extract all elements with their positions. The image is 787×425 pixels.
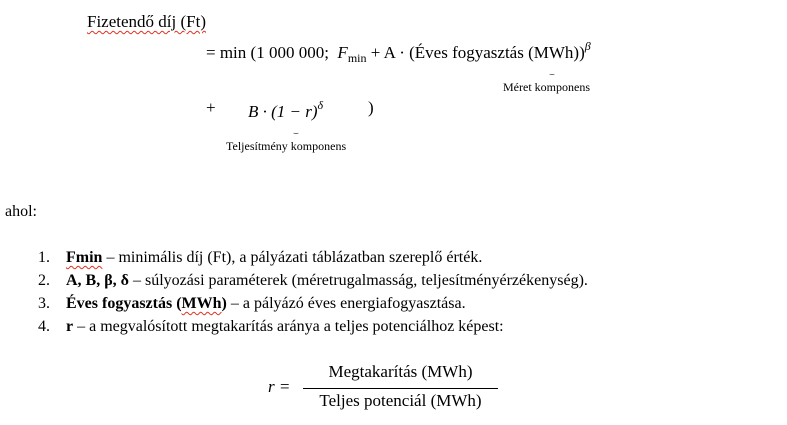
size-underbrace-icon: ⌣ bbox=[549, 69, 555, 79]
list-term: r bbox=[66, 318, 74, 335]
list-description: – a megvalósított megtakarítás aránya a teljes potenciálhoz képest: bbox=[73, 318, 504, 335]
list-text bbox=[66, 318, 504, 336]
formula-fmin-subscript: min bbox=[347, 51, 367, 65]
fraction-bar bbox=[303, 388, 498, 389]
intro-text: ahol: bbox=[5, 203, 37, 220]
list-number: 3. bbox=[38, 295, 50, 312]
formula-lhs-label bbox=[87, 12, 206, 32]
formula-fmin-symbol: F bbox=[337, 43, 348, 62]
ratio-lhs bbox=[268, 377, 290, 397]
list-description: – a pályázó éves energiafogyasztása. bbox=[226, 295, 466, 312]
list-number: 1. bbox=[38, 249, 50, 266]
list-text bbox=[66, 272, 588, 290]
formula-performance-term: B · (1 − r) bbox=[248, 102, 318, 121]
list-description: – súlyozási paraméterek (méretrugalmasság, teljesítményérzékenység). bbox=[128, 272, 588, 289]
list-description: – minimális díj (Ft), a pályázati táblázatban szereplő érték. bbox=[102, 249, 483, 266]
formula-close-paren: ) bbox=[368, 98, 374, 117]
formula-size-term: + A · (Éves fogyasztás (MWh)) bbox=[370, 43, 585, 62]
list-term: Éves fogyasztás (MWh) bbox=[66, 295, 227, 312]
ratio-lhs-text: r = bbox=[268, 377, 291, 396]
formula-line-1 bbox=[206, 39, 591, 66]
formula-line-2-expr bbox=[248, 98, 323, 122]
performance-underbrace-icon: ⌣ bbox=[293, 128, 299, 138]
ratio-numerator: Megtakarítás (MWh) bbox=[328, 362, 473, 381]
formula-beta-exponent: β bbox=[584, 39, 591, 53]
list-term: A, B, β, δ bbox=[66, 272, 129, 289]
list-number: 2. bbox=[38, 272, 50, 289]
ratio-denominator: Teljes potenciál (MWh) bbox=[319, 391, 482, 410]
formula-delta-exponent: δ bbox=[317, 98, 324, 112]
list-text bbox=[66, 295, 466, 313]
formula-lhs-text: Fizetendő díj (Ft) bbox=[87, 12, 206, 31]
formula-line-2-plus: + bbox=[206, 98, 216, 117]
list-text bbox=[66, 249, 482, 267]
performance-component-label: Teljesítmény komponens bbox=[226, 139, 347, 153]
list-term: Fmin bbox=[66, 249, 103, 266]
list-number: 4. bbox=[38, 318, 50, 335]
formula-min-prefix: = min (1 000 000; bbox=[206, 43, 329, 62]
size-component-label: Méret komponens bbox=[503, 80, 590, 94]
